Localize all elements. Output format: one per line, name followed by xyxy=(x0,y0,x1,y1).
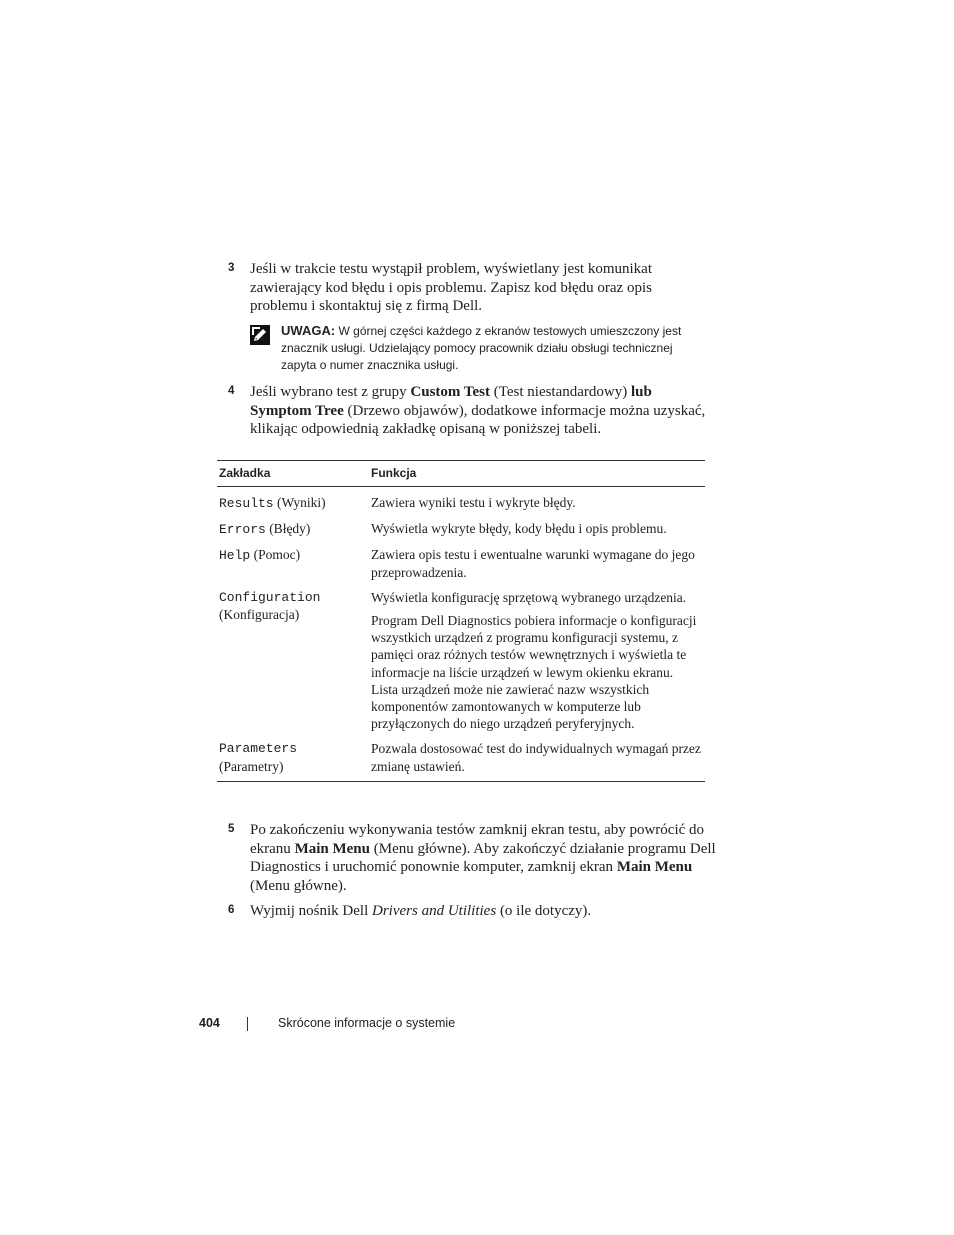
step-text-segment: Jeśli wybrano test z grupy xyxy=(250,384,411,400)
note-body: W górnej części każdego z ekranów testowych umieszczony jest znacznik usługi. Udzielający pomocy pracownik działu obsługi technicznej zapyta o numer znacznika usługi. xyxy=(281,324,682,372)
tab-desc-cell xyxy=(369,518,705,544)
page-number: 404 xyxy=(199,1016,220,1030)
step-text xyxy=(250,260,670,316)
section-title: Skrócone informacje o systemie xyxy=(278,1016,456,1030)
tabs-table xyxy=(217,460,705,782)
step-text-segment: (Test niestandardowy) xyxy=(490,384,631,400)
table-row xyxy=(217,544,705,586)
step-number: 6 xyxy=(228,904,235,916)
tab-label: (Błędy) xyxy=(265,521,311,537)
step-number: 4 xyxy=(228,385,235,397)
tab-name-cell xyxy=(217,518,369,544)
tab-desc: Wyświetla wykryte błędy, kody błędu i opis problemu. xyxy=(371,521,667,537)
step-text-segment: (Menu główne). Aby zakończyć działanie programu Dell Diagnostics i uruchomić ponownie komputer, zamknij ekran xyxy=(250,840,716,876)
table-row xyxy=(217,518,705,544)
note-box xyxy=(250,323,710,373)
step-number: 5 xyxy=(228,823,235,835)
tab-desc: Wyświetla konfigurację sprzętową wybranego urządzenia. xyxy=(371,589,687,605)
table-header-tab: Zakładka xyxy=(217,461,369,487)
tab-name-cell xyxy=(217,544,369,586)
tab-desc: Zawiera wyniki testu i wykryte błędy. xyxy=(371,495,576,510)
footer-divider xyxy=(247,1017,248,1031)
tab-label: (Pomoc) xyxy=(250,547,301,563)
table-header-function: Funkcja xyxy=(369,461,705,487)
tab-code: Errors xyxy=(219,522,266,538)
tab-desc-cell xyxy=(369,738,705,781)
tab-desc-cell xyxy=(369,544,705,586)
step-6 xyxy=(228,902,718,921)
tab-name-cell xyxy=(217,487,369,519)
step-text-segment: Po zakończeniu wykonywania testów zamknij ekran testu, aby powrócić do ekranu xyxy=(250,822,705,857)
table-header-row xyxy=(217,461,705,487)
main-menu-label: Main Menu xyxy=(294,840,370,857)
step-3 xyxy=(228,260,718,316)
note-pencil-icon xyxy=(250,325,270,345)
tab-desc-cell xyxy=(369,487,705,519)
table-row xyxy=(217,738,705,781)
step-text-segment: (o ile dotyczy). xyxy=(496,903,592,919)
tab-desc-cell xyxy=(369,587,705,739)
drivers-utilities-label: Drivers and Utilities xyxy=(372,903,497,919)
symptom-tree-label: lub Symptom Tree xyxy=(250,384,652,419)
tab-desc: Program Dell Diagnostics pobiera informacje o konfiguracji wszystkich urządzeń z programu konfiguracji systemu, z pamięci oraz różnych testów wewnętrznych i wyświetla te informacje na liście urządzeń w lewym okienku ekranu. Lista urządzeń może nie zawierać nazw wszystkich komponentów zamontowanych w komputerze lub przyłączonych do niego urządzeń peryferyjnych. xyxy=(371,613,697,732)
tab-name-cell xyxy=(217,738,369,781)
step-4 xyxy=(228,383,718,439)
tab-label: (Konfiguracja) xyxy=(219,607,300,623)
main-menu-label: Main Menu xyxy=(616,859,693,876)
tab-desc: Pozwala dostosować test do indywidualnych wymagań przez zmianę ustawień. xyxy=(371,741,701,774)
note-label: UWAGA: xyxy=(281,323,336,338)
step-text xyxy=(250,383,716,439)
tab-code: Parameters xyxy=(219,741,298,757)
step-text-segment: (Drzewo objawów), dodatkowe informacje można uzyskać, klikając odpowiednią zakładkę opisaną w poniższej tabeli. xyxy=(250,402,706,438)
tab-label: (Wyniki) xyxy=(273,495,326,510)
tab-label: (Parametry) xyxy=(219,758,284,774)
step-5 xyxy=(228,821,718,895)
step-text xyxy=(250,821,716,895)
tab-code: Configuration xyxy=(219,589,321,605)
step-number: 3 xyxy=(228,262,235,274)
step-text-segment: Jeśli w trakcie testu wystąpił problem, wyświetlany jest komunikat zawierający kod błędu i opis problemu. Zapisz kod błędu oraz opis problemu i skontaktuj się z firmą Dell. xyxy=(250,261,653,315)
table-row xyxy=(217,487,705,519)
step-text-segment: (Menu główne). xyxy=(250,877,347,894)
step-text xyxy=(250,902,716,921)
note-text xyxy=(281,323,710,373)
table-row xyxy=(217,587,705,739)
tab-code: Help xyxy=(219,548,251,564)
tab-name-cell xyxy=(217,587,369,739)
tab-code: Results xyxy=(219,496,274,511)
custom-test-label: Custom Test xyxy=(410,384,490,400)
tab-desc: Zawiera opis testu i ewentualne warunki wymagane do jego przeprowadzenia. xyxy=(371,547,695,580)
step-text-segment: Wyjmij nośnik Dell xyxy=(250,903,373,919)
